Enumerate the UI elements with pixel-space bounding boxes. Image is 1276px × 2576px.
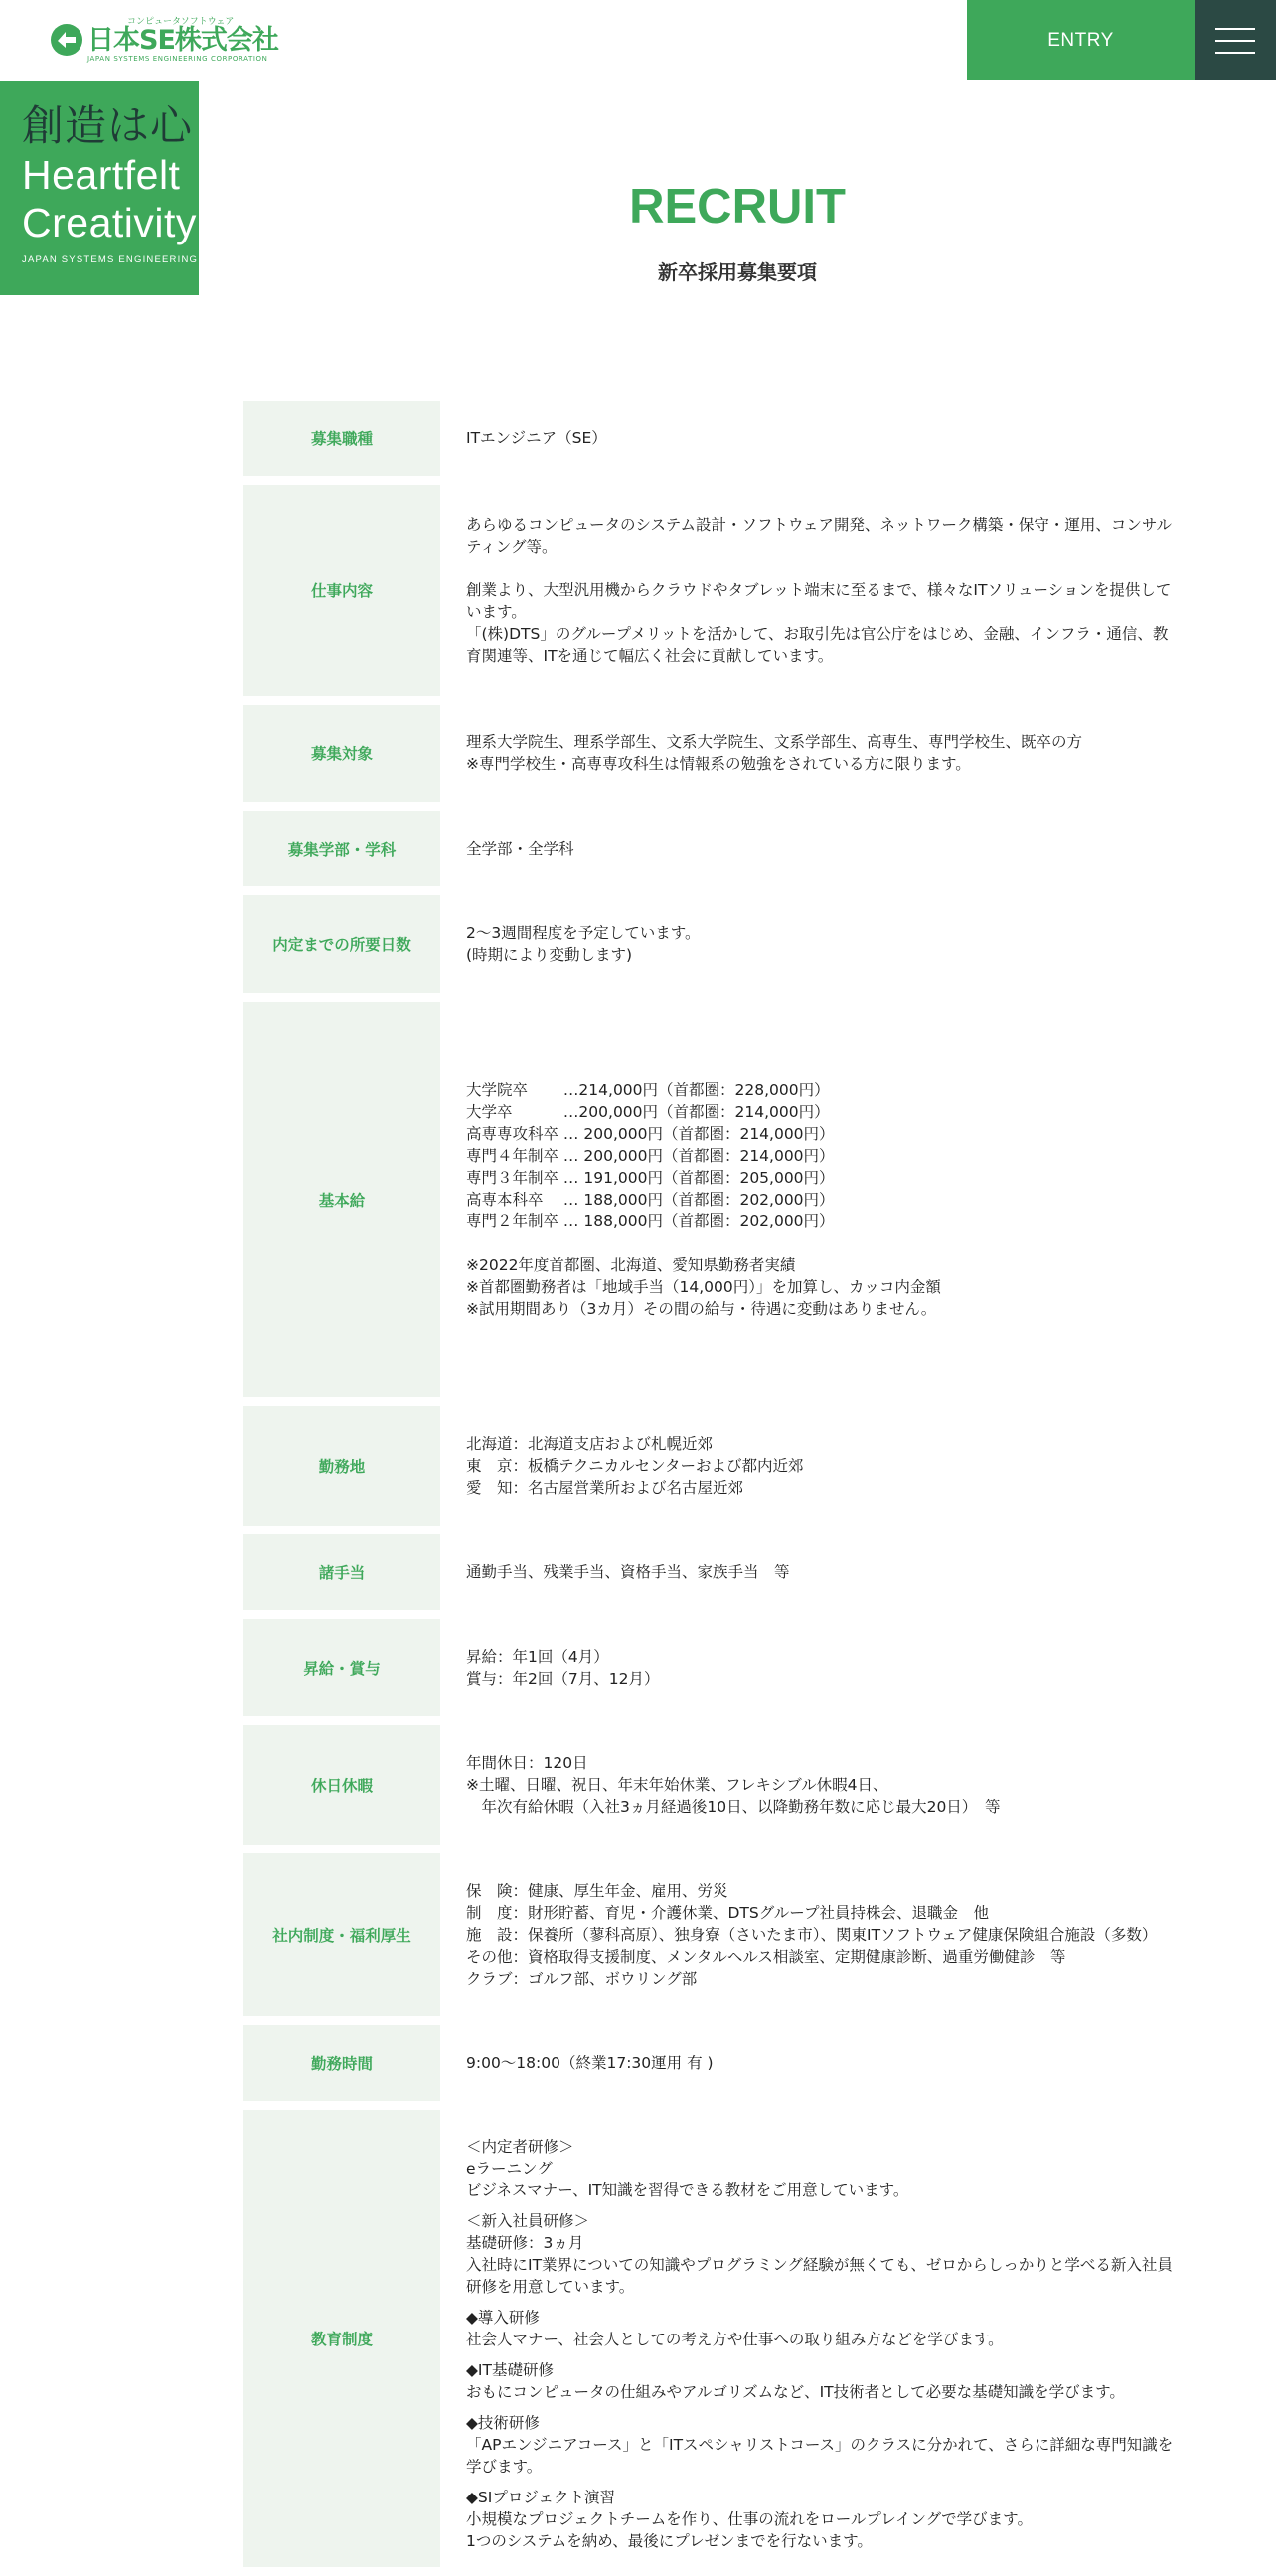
logo-english-name: JAPAN SYSTEMS ENGINEERING CORPORATION	[87, 54, 268, 63]
row-value	[440, 705, 1215, 802]
spacer	[466, 1232, 1215, 1254]
row-label: 基本給	[243, 1002, 440, 1397]
row-value-line: 高専本科卒 … 188,000円（首都圏：202,000円）	[466, 1191, 835, 1208]
row-value-line: 通勤手当、残業手当、資格手当、家族手当 等	[466, 1563, 790, 1581]
row-label: 休日休暇	[243, 1725, 440, 1845]
row-value-line: 理系大学院生、理系学部生、文系大学院生、文系学部生、高専生、専門学校生、既卒の方	[466, 733, 1083, 751]
row-value-line: 北海道：北海道支店および札幌近郊	[466, 1435, 714, 1453]
row-value-line: eラーニング	[466, 2160, 553, 2177]
row-value-line: ◆導入研修	[466, 2309, 540, 2327]
requirements-table	[243, 401, 1215, 2576]
row-value	[440, 2110, 1215, 2567]
spacer	[466, 2403, 1215, 2412]
row-value-line: ◆IT基礎研修	[466, 2361, 554, 2379]
row-label: 社内制度・福利厚生	[243, 1853, 440, 2016]
row-value	[440, 1853, 1215, 2016]
row-value-line: 高専専攻科卒 … 200,000円（首都圏：214,000円）	[466, 1125, 835, 1143]
row-value-line: クラブ：ゴルフ部、ボウリング部	[466, 1970, 698, 1988]
row-value-line: (時期により変動します)	[466, 946, 633, 964]
row-value-line: 小規模なプロジェクトチームを作り、仕事の流れをロールプレイングで学びます。	[466, 2510, 1033, 2528]
row-value-line: ※2022年度首都圏、北海道、愛知県勤務者実績	[466, 1256, 796, 1274]
row-value-line: 「(株)DTS」のグループメリットを活かして、お取引先は官公庁をはじめ、金融、インフラ・通信、教	[466, 625, 1169, 643]
badge-slogan-jp: 創造は心	[22, 101, 194, 150]
row-value-line: 学びます。	[466, 2458, 543, 2476]
logo-mark-icon	[50, 23, 83, 57]
row-value-line: 専門２年制卒 … 188,000円（首都圏：202,000円）	[466, 1212, 835, 1230]
row-label: 募集対象	[243, 705, 440, 802]
row-label: 勤務地	[243, 1406, 440, 1526]
row-value-line: 全学部・全学科	[466, 840, 574, 858]
row-label: 仕事内容	[243, 485, 440, 696]
page-title: RECRUIT	[629, 180, 846, 234]
row-value-line: 1つのシステムを納め、最後にプレゼンまでを行ないます。	[466, 2532, 873, 2550]
menu-line	[1215, 28, 1255, 30]
row-value-line: ITエンジニア（SE）	[466, 429, 607, 447]
row-value	[440, 485, 1215, 696]
logo-text	[87, 17, 278, 64]
entry-button[interactable]: ENTRY	[967, 0, 1195, 80]
row-value-line: 社会人マナー、社会人としての考え方や仕事への取り組み方などを学びます。	[466, 2331, 1004, 2348]
row-value-line: 施 設：保養所（蓼科高原）、独身寮（さいたま市）、関東ITソフトウェア健康保険組合施設（多数）	[466, 1926, 1158, 1944]
row-value	[440, 1725, 1215, 1845]
company-logo[interactable]	[50, 18, 278, 62]
row-value-line: ※土曜、日曜、祝日、年末年始休業、フレキシブル休暇4日、	[466, 1776, 888, 1794]
row-value-line: 専門３年制卒 … 191,000円（首都圏：205,000円）	[466, 1169, 835, 1187]
menu-line	[1215, 40, 1255, 42]
table-row	[243, 401, 1215, 476]
table-row	[243, 485, 1215, 696]
table-row	[243, 705, 1215, 802]
row-value-line: 「APエンジニアコース」と「ITスペシャリストコース」のクラスに分かれて、さらに詳細な専門知識を	[466, 2436, 1174, 2454]
row-value-line: ティング等。	[466, 538, 558, 556]
table-row	[243, 811, 1215, 886]
row-label: 募集職種	[243, 401, 440, 476]
row-label: 勤務時間	[243, 2025, 440, 2101]
row-value-line: います。	[466, 603, 527, 621]
row-value-line: ※首都圏勤務者は「地域手当（14,000円）」を加算し、カッコ内金額	[466, 1278, 941, 1296]
row-value-line: 制 度：財形貯蓄、育児・介護休業、DTSグループ社員持株会、退職金 他	[466, 1904, 990, 1922]
row-value	[440, 1406, 1215, 1526]
row-value-line: 大学卒 …200,000円（首都圏：214,000円）	[466, 1103, 830, 1121]
row-value-line: ＜内定者研修＞	[466, 2138, 574, 2156]
spacer	[466, 2201, 1215, 2210]
table-row	[243, 1406, 1215, 1526]
logo-company-name: 日本SE株式会社	[87, 24, 278, 56]
page-subtitle: 新卒採用募集要項	[658, 260, 817, 284]
row-value-line: 保 険：健康、厚生年金、雇用、労災	[466, 1882, 728, 1900]
table-row	[243, 1725, 1215, 1845]
spacer	[466, 558, 1215, 579]
row-value-line: その他：資格取得支援制度、メンタルヘルス相談室、定期健康診断、過重労働健診 等	[466, 1948, 1066, 1966]
spacer	[466, 2478, 1215, 2487]
badge-slogan-en-1: Heartfelt	[22, 152, 181, 198]
row-value-line: 年次有給休暇（入社3ヵ月経過後10日、以降勤務年数に応じ最大20日） 等	[466, 1798, 1001, 1816]
table-row	[243, 1534, 1215, 1610]
row-value-line: 大学院卒 …214,000円（首都圏：228,000円）	[466, 1081, 830, 1099]
row-value	[440, 811, 1215, 886]
row-label: 募集学部・学科	[243, 811, 440, 886]
badge-company-en: JAPAN SYSTEMS ENGINEERING	[22, 254, 199, 265]
row-value-line: 東 京：板橋テクニカルセンターおよび都内近郊	[466, 1457, 804, 1475]
row-label: 諸手当	[243, 1534, 440, 1610]
table-row	[243, 2025, 1215, 2101]
row-value	[440, 2025, 1215, 2101]
menu-line	[1215, 52, 1255, 54]
row-value-line: 年間休日：120日	[466, 1754, 588, 1772]
row-value-line: ◆SIプロジェクト演習	[466, 2489, 616, 2506]
row-value	[440, 1002, 1215, 1397]
row-value-line: 研修を用意しています。	[466, 2278, 635, 2296]
table-row	[243, 895, 1215, 993]
row-label: 教育制度	[243, 2110, 440, 2567]
row-value	[440, 401, 1215, 476]
table-row	[243, 1619, 1215, 1716]
row-value	[440, 895, 1215, 993]
row-value-line: ビジネスマナー、IT知識を習得できる教材をご用意しています。	[466, 2181, 909, 2199]
row-value-line: 賞与：年2回（7月、12月）	[466, 1670, 660, 1688]
row-value	[440, 1619, 1215, 1716]
row-value-line: 基礎研修：3ヵ月	[466, 2234, 584, 2252]
row-value-line: おもにコンピュータの仕組みやアルゴリズムなど、IT技術者として必要な基礎知識を学びます。	[466, 2383, 1125, 2401]
row-value-line: 専門４年制卒 … 200,000円（首都圏：214,000円）	[466, 1147, 835, 1165]
row-value-line: 9:00～18:00（終業17:30運用 有 )	[466, 2054, 714, 2072]
row-value-line: 創業より、大型汎用機からクラウドやタブレット端末に至るまで、様々なITソリューションを提供して	[466, 581, 1172, 599]
row-value-line: あらゆるコンピュータのシステム設計・ソフトウェア開発、ネットワーク構築・保守・運用、コンサル	[466, 516, 1173, 534]
row-value-line: 育関連等、ITを通じて幅広く社会に貢献しています。	[466, 647, 834, 665]
table-row	[243, 1002, 1215, 1397]
table-row	[243, 1853, 1215, 2016]
row-label: 内定までの所要日数	[243, 895, 440, 993]
badge-slogan-en-2: Creativity	[22, 200, 197, 245]
hamburger-menu-icon[interactable]	[1195, 0, 1276, 80]
row-value-line: ※試用期間あり（3カ月）その間の給与・待遇に変動はありません。	[466, 1300, 937, 1318]
row-value-line: ※専門学校生・高専専攻科生は情報系の勉強をされている方に限ります。	[466, 755, 971, 773]
spacer	[466, 2298, 1215, 2307]
table-row	[243, 2110, 1215, 2567]
row-value-line: 愛 知：名古屋営業所および名古屋近郊	[466, 1479, 744, 1497]
row-label: 昇給・賞与	[243, 1619, 440, 1716]
row-value-line: 2～3週間程度を予定しています。	[466, 924, 701, 942]
row-value-line: ＜新入社員研修＞	[466, 2212, 590, 2230]
logo-subtitle: コンピュータソフトウェア	[127, 16, 235, 27]
row-value-line: 入社時にIT業界についての知識やプログラミング経験が無くても、ゼロからしっかりと学べる新入社員	[466, 2256, 1173, 2274]
spacer	[466, 2350, 1215, 2359]
row-value-line: 昇給：年1回（4月）	[466, 1648, 609, 1666]
row-value-line: ◆技術研修	[466, 2414, 540, 2432]
row-value	[440, 1534, 1215, 1610]
